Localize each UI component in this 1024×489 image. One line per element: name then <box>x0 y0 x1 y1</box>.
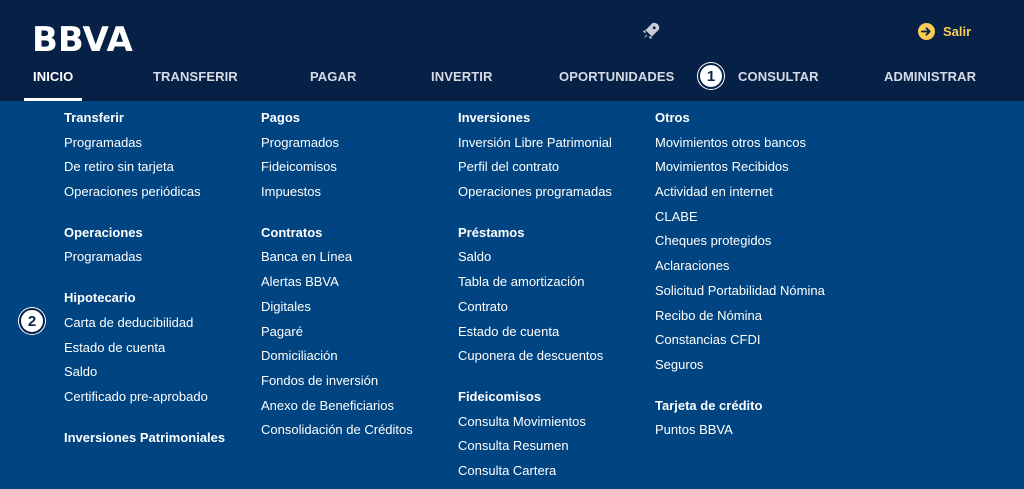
menu-link[interactable]: Recibo de Nómina <box>655 307 762 323</box>
nav-tab-consultar[interactable]: CONSULTAR <box>738 69 819 84</box>
menu-group-title: Contratos <box>261 224 323 240</box>
menu-link[interactable]: Alertas BBVA <box>261 274 339 290</box>
menu-link[interactable]: Digitales <box>261 298 311 314</box>
menu-group-title: Préstamos <box>458 224 525 240</box>
menu-link[interactable]: Saldo <box>64 364 98 380</box>
menu-link[interactable]: Programadas <box>64 249 143 265</box>
arrow-right-icon <box>918 23 935 40</box>
menu-link[interactable]: Puntos BBVA <box>655 422 733 438</box>
menu-link[interactable]: Banca en Línea <box>261 249 353 265</box>
menu-group-title[interactable]: Inversiones Patrimoniales <box>64 429 226 445</box>
menu-link[interactable]: Constancias CFDI <box>655 332 761 348</box>
menu-group-title: Inversiones <box>458 110 531 125</box>
menu-link[interactable]: Consulta Movimientos <box>458 413 586 429</box>
main-nav <box>0 64 1024 101</box>
nav-tab-oportunidades[interactable]: OPORTUNIDADES <box>559 69 675 84</box>
menu-link[interactable]: Cuponera de descuentos <box>458 348 604 364</box>
menu-group-title: Fideicomisos <box>458 388 542 404</box>
menu-link[interactable]: Aclaraciones <box>655 258 730 274</box>
nav-tab-administrar[interactable]: ADMINISTRAR <box>884 69 977 84</box>
menu-link[interactable]: Cheques protegidos <box>655 233 772 249</box>
menu-link[interactable]: De retiro sin tarjeta <box>64 159 174 175</box>
nav-tab-invertir[interactable]: INVERTIR <box>431 69 493 84</box>
menu-link[interactable]: Estado de cuenta <box>64 339 166 355</box>
menu-column-2 <box>261 108 413 445</box>
menu-link[interactable]: Actividad en internet <box>655 184 773 200</box>
callout-marker-1: 1 <box>698 63 724 89</box>
menu-link[interactable]: Saldo <box>458 249 492 265</box>
menu-link[interactable]: Fideicomisos <box>261 159 337 175</box>
menu-column-1 <box>64 108 225 452</box>
menu-column-3 <box>458 108 612 486</box>
menu-column-4 <box>655 108 825 445</box>
menu-link[interactable]: Perfil del contrato <box>458 159 560 175</box>
menu-link[interactable]: Solicitud Portabilidad Nómina <box>655 282 825 298</box>
logout-button[interactable] <box>918 23 971 40</box>
menu-link[interactable]: Certificado pre-aprobado <box>64 388 208 404</box>
callout-marker-2: 2 <box>19 308 45 334</box>
logout-label: Salir <box>943 24 972 39</box>
menu-link[interactable]: Consulta Cartera <box>458 462 557 478</box>
menu-link[interactable]: Seguros <box>655 356 704 372</box>
menu-link[interactable]: Fondos de inversión <box>261 372 379 388</box>
nav-tab-inicio[interactable]: INICIO <box>33 69 74 84</box>
menu-link[interactable]: Programadas <box>64 134 143 150</box>
menu-link[interactable]: Operaciones programadas <box>458 184 612 200</box>
menu-group-title: Transferir <box>64 110 124 125</box>
menu-link[interactable]: Estado de cuenta <box>458 323 560 339</box>
menu-group-title: Hipotecario <box>64 290 136 306</box>
menu-link[interactable]: Inversión Libre Patrimonial <box>458 134 612 150</box>
menu-group-title: Otros <box>655 110 690 125</box>
menu-link[interactable]: Carta de deducibilidad <box>64 314 194 330</box>
menu-link[interactable]: Pagaré <box>261 323 303 339</box>
menu-link[interactable]: Impuestos <box>261 184 321 200</box>
menu-group-title: Tarjeta de crédito <box>655 397 763 413</box>
nav-tab-transferir[interactable]: TRANSFERIR <box>153 69 238 84</box>
menu-link[interactable]: Anexo de Beneficiarios <box>261 397 394 413</box>
menu-link[interactable]: Consulta Resumen <box>458 438 569 454</box>
menu-group-title: Pagos <box>261 110 301 125</box>
menu-link[interactable]: CLABE <box>655 208 698 224</box>
menu-link[interactable]: Movimientos otros bancos <box>655 134 807 150</box>
menu-link[interactable]: Tabla de amortización <box>458 274 585 290</box>
rocket-icon[interactable] <box>640 20 662 42</box>
menu-link[interactable]: Movimientos Recibidos <box>655 159 789 175</box>
bbva-logo[interactable]: BBVA <box>32 20 133 60</box>
menu-link[interactable]: Operaciones periódicas <box>64 184 201 200</box>
menu-group-title: Operaciones <box>64 224 143 240</box>
nav-tab-pagar[interactable]: PAGAR <box>310 69 357 84</box>
menu-link[interactable]: Contrato <box>458 298 508 314</box>
top-bar <box>0 0 1024 101</box>
menu-link[interactable]: Programados <box>261 134 340 150</box>
menu-link[interactable]: Domiciliación <box>261 348 338 364</box>
active-tab-indicator <box>24 98 82 101</box>
menu-link[interactable]: Consolidación de Créditos <box>261 422 413 438</box>
